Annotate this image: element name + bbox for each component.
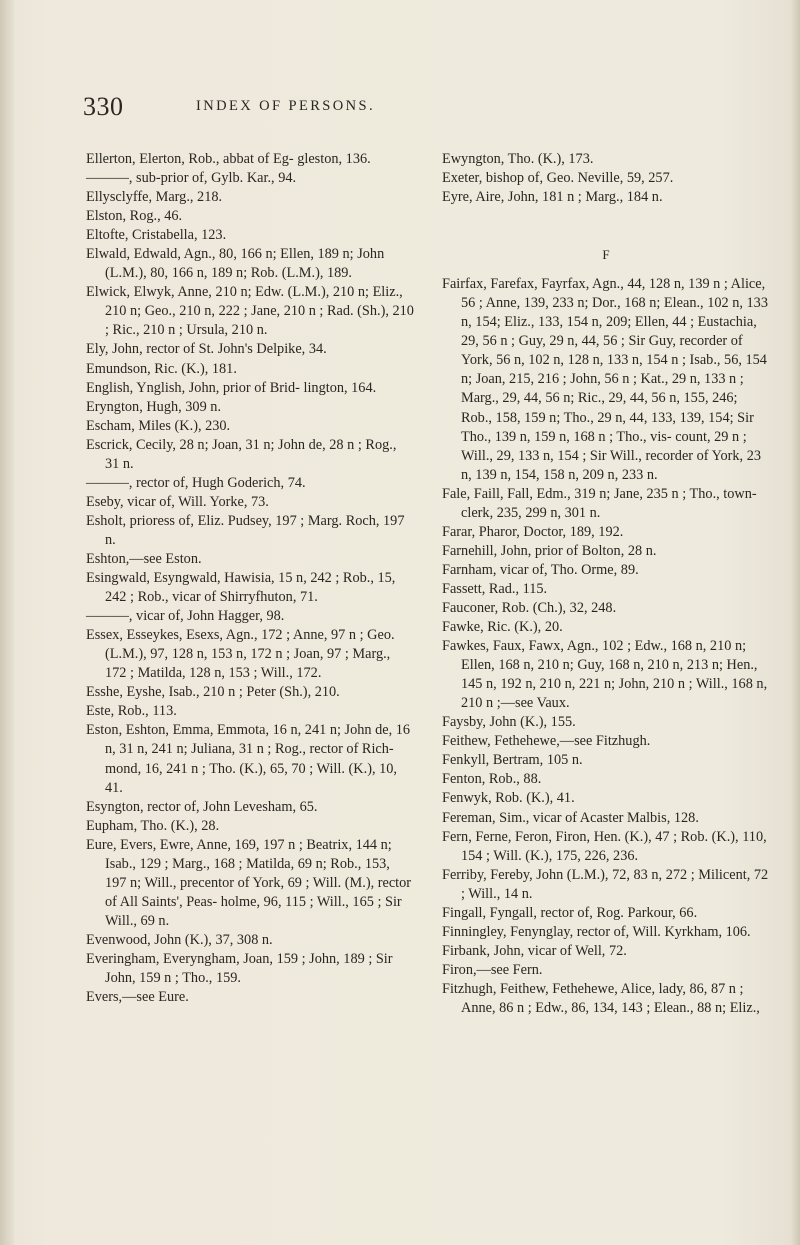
index-entry: Farnham, vicar of, Tho. Orme, 89. (442, 561, 639, 578)
index-entry: Ellysclyffe, Marg., 218. (86, 189, 223, 206)
index-entry: Fereman, Sim., vicar of Acaster Malbis, 128. (442, 809, 699, 826)
index-entry: ———, rector of, Hugh Goderich, 74. (86, 474, 306, 491)
index-entry: Firbank, John, vicar of Well, 72. (442, 942, 627, 959)
index-entry: Fitzhugh, Feithew, Fethehewe, Alice, lady, 86, 87 n ; Anne, 86 n ; Edw., 86, 134, 143 ; Elean., 88 n; Eliz., (442, 980, 760, 1016)
index-entry: Escrick, Cecily, 28 n; Joan, 31 n; John de, 28 n ; Rog., 31 n. (86, 436, 397, 472)
index-entry: Ferriby, Fereby, John (L.M.), 72, 83 n, 272 ; Milicent, 72 ; Will., 14 n. (442, 866, 769, 902)
index-entry: Fawke, Ric. (K.), 20. (442, 619, 563, 636)
index-entry: Eyre, Aire, John, 181 n ; Marg., 184 n. (442, 189, 663, 206)
index-entry: Fingall, Fyngall, rector of, Rog. Parkour, 66. (442, 904, 698, 921)
index-entry: Faysby, John (K.), 155. (442, 714, 576, 731)
index-entry: ———, vicar of, John Hagger, 98. (86, 608, 285, 625)
index-column-right (442, 150, 770, 1018)
index-entry: Esholt, prioress of, Eliz. Pudsey, 197 ; Marg. Roch, 197 n. (86, 512, 405, 548)
index-entry: Fawkes, Faux, Fawx, Agn., 102 ; Edw., 168 n, 210 n; Ellen, 168 n, 210 n; Guy, 168 n, 210 n, 213 n; Hen., 145 n, 192 n, 210 n, 221 n; John, 210 n ; Will., 168 n, 210 n ;—see Vaux. (442, 638, 768, 712)
index-entry: Esingwald, Esyngwald, Hawisia, 15 n, 242 ; Rob., 15, 242 ; Rob., vicar of Shirryfhuton, 71. (86, 570, 396, 606)
index-entry: Eston, Eshton, Emma, Emmota, 16 n, 241 n; John de, 16 n, 31 n, 241 n; Juliana, 31 n ; Rog., rector of Rich- mond, 16, 241 n ; Tho. (K.), 65, 70 ; Will. (K.), 10, 41. (86, 722, 411, 796)
index-entry: Exeter, bishop of, Geo. Neville, 59, 257. (442, 170, 674, 187)
index-entry: Elwick, Elwyk, Anne, 210 n; Edw. (L.M.), 210 n; Eliz., 210 n; Geo., 210 n, 222 ; Jane, 210 n ; Rad. (Sh.), 210 ; Ric., 210 n ; Ursula, 210 n. (86, 284, 414, 339)
index-entry: Fenton, Rob., 88. (442, 771, 542, 788)
index-entry: Fairfax, Farefax, Fayrfax, Agn., 44, 128 n, 139 n ; Alice, 56 ; Anne, 139, 233 n; Dor., 168 n; Elean., 102 n, 133 n, 154; Eliz., 133, 154 n, 209; Ellen, 44 ; Eustachia, 29, 56 n ; Guy, 29 n, 44, 56 ; Sir Guy, recorder of York, 56 n, 102 n, 128 n, 133 n, 154 n ; Isab., 56, 154 n; Joan, 215, 216 ; John, 56 n ; Kat., 29 n, 133 n ; Marg., 29, 44, 56 n; Ric., 29, 44, 56 n, 155, 246; Rob., 158, 159 n; Tho., 29 n, 44, 133, 139, 154; Sir Tho., 139 n, 159 n, 168 n ; Tho., vis- count, 29 n ; Will., 29, 133 n, 154 ; Sir Will., recorder of York, 23 n, 139 n, 154, 158 n, 209 n, 233 n. (442, 276, 768, 483)
section-letter-heading: F (602, 247, 610, 263)
index-entry: Fauconer, Rob. (Ch.), 32, 248. (442, 599, 617, 616)
index-entry: Eryngton, Hugh, 309 n. (86, 398, 222, 415)
index-entry: Eshton,—see Eston. (86, 550, 202, 567)
index-entry: Essex, Esseykes, Esexs, Agn., 172 ; Anne, 97 n ; Geo. (L.M.), 97, 128 n, 153 n, 172 n ; Joan, 97 ; Marg., 172 ; Matilda, 128 n, 153 ; Will., 172. (86, 627, 395, 682)
page-spine-shadow (0, 0, 14, 1245)
index-entry: Farar, Pharor, Doctor, 189, 192. (442, 523, 624, 540)
index-entry: Farnehill, John, prior of Bolton, 28 n. (442, 542, 657, 559)
index-entry: Eure, Evers, Ewre, Anne, 169, 197 n ; Beatrix, 144 n; Isab., 129 ; Marg., 168 ; Matilda, 69 n; Rob., 153, 197 n; Will., precentor of York, 69 ; Will. (M.), rector of All Saints', Peas- holme, 96, 115 ; Will., 165 ; Sir Will., 69 n. (86, 836, 412, 929)
index-entry: Feithew, Fethehewe,—see Fitzhugh. (442, 733, 651, 750)
page-number: 330 (83, 92, 124, 121)
index-entry: Este, Rob., 113. (86, 703, 177, 720)
index-entry: Emundson, Ric. (K.), 181. (86, 360, 237, 377)
index-entry: Firon,—see Fern. (442, 961, 543, 978)
index-entry: Elston, Rog., 46. (86, 208, 183, 225)
index-entry: Esyngton, rector of, John Levesham, 65. (86, 798, 318, 815)
index-entry: Ewyngton, Tho. (K.), 173. (442, 151, 594, 167)
index-entry: Everingham, Everyngham, Joan, 159 ; John, 189 ; Sir John, 159 n ; Tho., 159. (86, 950, 393, 987)
index-entry: Eseby, vicar of, Will. Yorke, 73. (86, 493, 269, 510)
index-entry: Eupham, Tho. (K.), 28. (86, 817, 220, 834)
index-entry: ———, sub-prior of, Gylb. Kar., 94. (86, 170, 297, 187)
index-entry: Elwald, Edwald, Agn., 80, 166 n; Ellen, 189 n; John (L.M.), 80, 166 n, 189 n; Rob. (L.M.), 189. (86, 246, 385, 282)
index-entry: Fenkyll, Bertram, 105 n. (442, 752, 583, 769)
index-entry: Fassett, Rad., 115. (442, 580, 548, 597)
index-entry: Eltofte, Cristabella, 123. (86, 227, 227, 244)
index-entry: Evenwood, John (K.), 37, 308 n. (86, 931, 273, 948)
index-entry: Fern, Ferne, Feron, Firon, Hen. (K.), 47 ; Rob. (K.), 110, 154 ; Will. (K.), 175, 226, 236. (442, 828, 767, 864)
index-entry: Escham, Miles (K.), 230. (86, 417, 231, 434)
index-entry: Esshe, Eyshe, Isab., 210 n ; Peter (Sh.), 210. (86, 684, 340, 701)
index-entry: Fale, Faill, Fall, Edm., 319 n; Jane, 235 n ; Tho., town-clerk, 235, 299 n, 301 n. (442, 485, 757, 521)
index-entry: Evers,—see Eure. (86, 989, 189, 1006)
index-column-left (86, 150, 414, 1007)
running-head: INDEX OF PERSONS. (196, 98, 375, 114)
index-entry: Ellerton, Elerton, Rob., abbat of Eg- gleston, 136. (86, 151, 371, 167)
index-entry: English, Ynglish, John, prior of Brid- lington, 164. (86, 379, 377, 396)
index-entry: Finningley, Fenynglay, rector of, Will. Kyrkham, 106. (442, 923, 751, 940)
page-edge-shadow (790, 0, 800, 1245)
index-entry: Fenwyk, Rob. (K.), 41. (442, 790, 575, 807)
index-entry: Ely, John, rector of St. John's Delpike, 34. (86, 341, 327, 358)
